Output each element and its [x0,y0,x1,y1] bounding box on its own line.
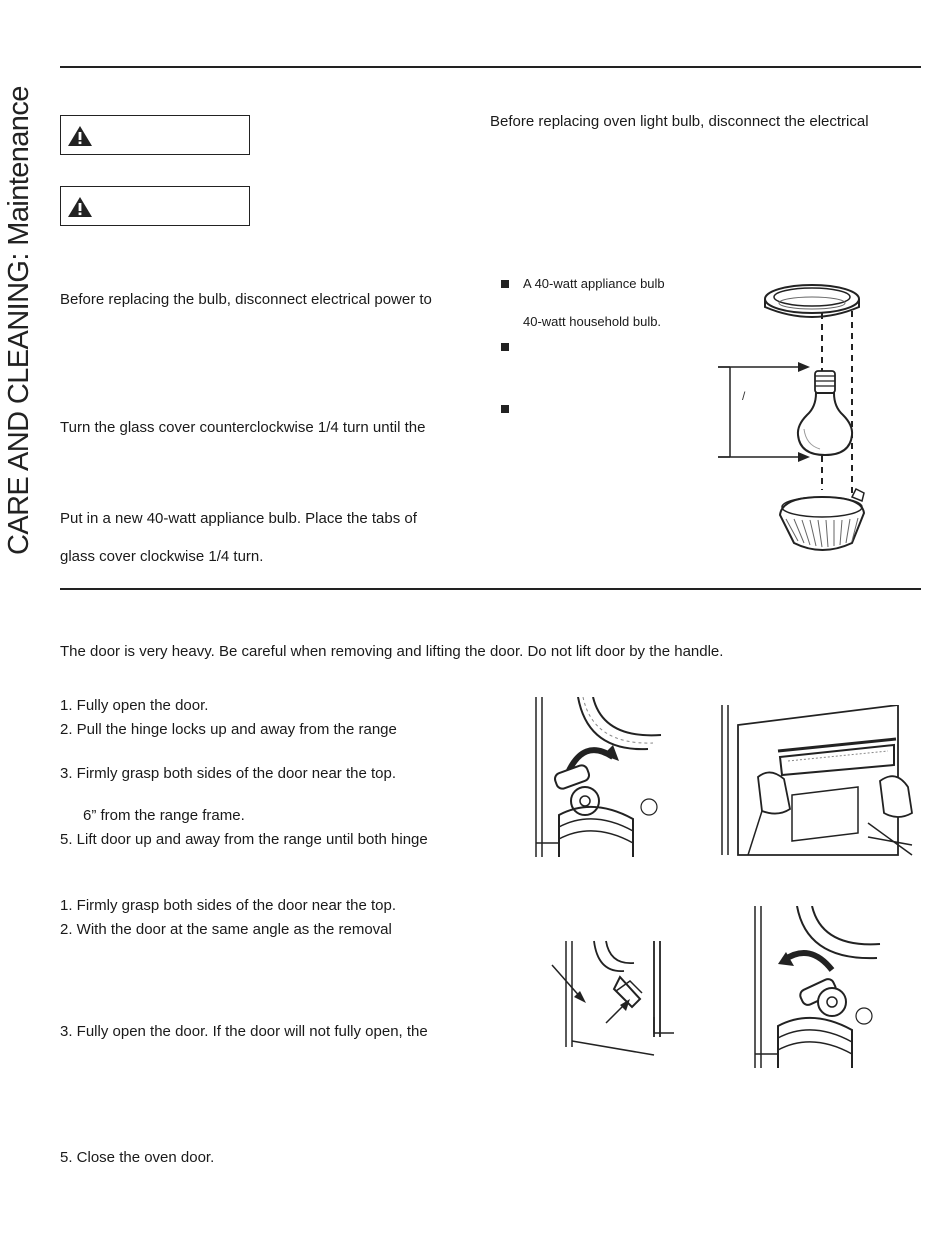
warning-box-1 [60,115,250,155]
bulb-step-new-2: glass cover clockwise 1/4 turn. [60,548,264,565]
warning-box-2 [60,186,250,226]
lift-door-illustration [718,705,913,857]
note-bullet-3 [501,405,509,413]
middle-divider [60,588,921,590]
removal-step-1: 1. Fully open the door. [60,697,209,714]
oven-light-intro: Before replacing oven light bulb, disconnect the electrical [490,113,869,130]
note-1-line1: A 40-watt appliance bulb [523,276,665,291]
bulb-step-turn: Turn the glass cover counterclockwise 1/4 turn until the [60,419,426,436]
replace-step-5: 5. Close the oven door. [60,1149,215,1166]
side-title-text: CARE AND CLEANING: Maintenance [3,86,35,555]
removal-step-4-cont: 6” from the range frame. [83,807,245,824]
replace-step-3: 3. Fully open the door. If the door will not fully open, the [60,1023,428,1040]
removal-step-2: 2. Pull the hinge locks up and away from the range [60,721,397,738]
bulb-diagram [712,275,912,565]
note-bullet-2 [501,343,509,351]
removal-step-5: 5. Lift door up and away from the range until both hinge [60,831,428,848]
door-caution: The door is very heavy. Be careful when removing and lifting the door. Do not lift door by the handle. [60,643,724,660]
replace-step-1: 1. Firmly grasp both sides of the door near the top. [60,897,397,914]
warning-triangle-icon [67,125,93,147]
hinge-lock-down-illustration [752,906,882,1070]
removal-step-3: 3. Firmly grasp both sides of the door near the top. [60,765,397,782]
warning-triangle-icon [67,196,93,218]
note-1-line2: 40-watt household bulb. [523,314,662,329]
bulb-intro: Before replacing the bulb, disconnect electrical power to [60,291,432,308]
bulb-step-new-1: Put in a new 40-watt appliance bulb. Place the tabs of [60,510,417,527]
replace-step-2: 2. With the door at the same angle as the removal [60,921,392,938]
note-bullet-1 [501,280,509,288]
hinge-slot-illustration [550,937,675,1059]
top-divider [60,66,921,68]
hinge-lock-up-illustration [533,697,663,859]
figure-slash: / [742,389,746,403]
